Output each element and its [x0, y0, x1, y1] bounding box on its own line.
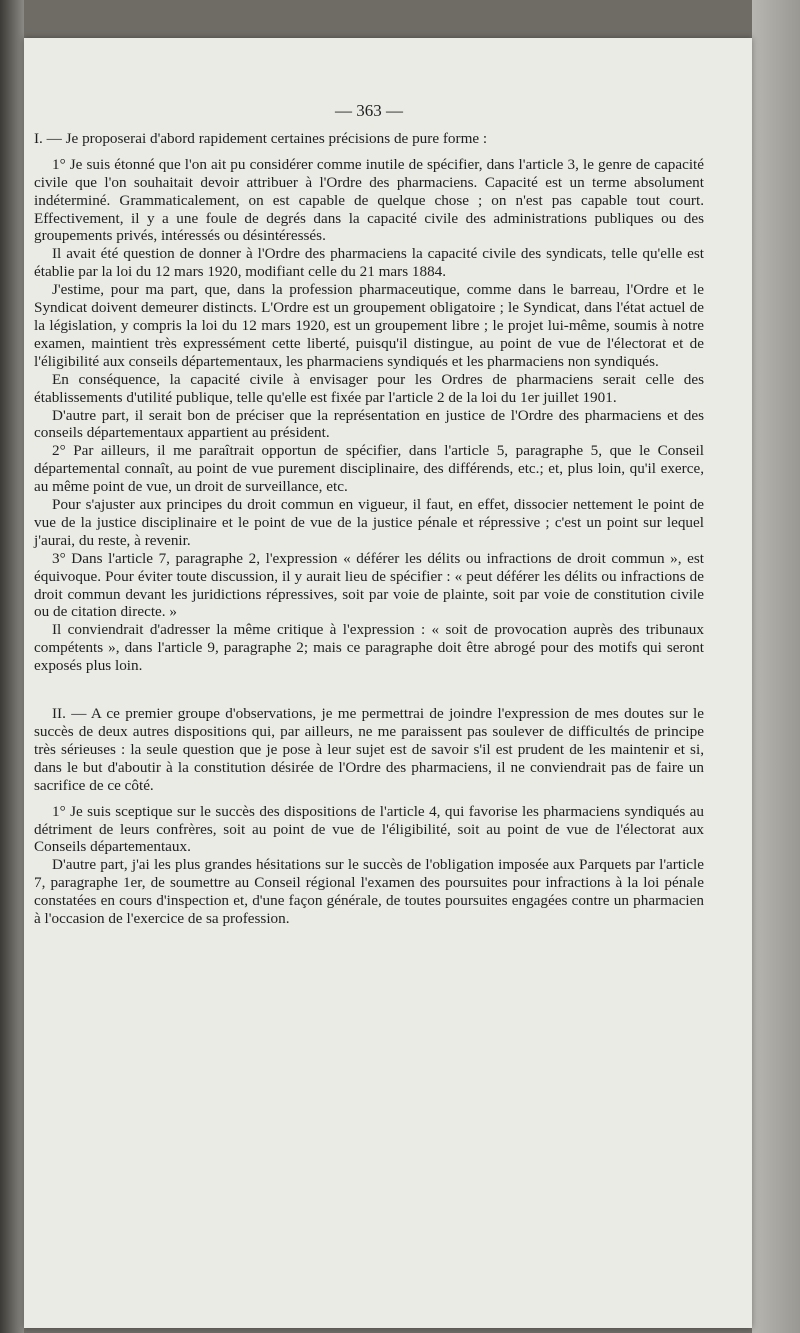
scan-right-edge [752, 0, 800, 1333]
paragraph-11: 1° Je suis sceptique sur le succès des dispositions de l'article 4, qui favorise les pharmaciens syndiqués au détriment de leurs confrères, soit au point de vue de l'éligibilité, soit au point de vue de l'électorat aux Conseils départementaux. [34, 802, 704, 856]
paragraph-9: Il conviendrait d'adresser la même critique à l'expression : « soit de provocation auprès des tribunaux compétents », dans l'article 9, paragraphe 2; mais ce paragraphe doit être abrogé pour des motifs qui seront exposés plus loin. [34, 621, 704, 675]
paragraph-6: 2° Par ailleurs, il me paraîtrait opportun de spécifier, dans l'article 5, paragraphe 5, que le Conseil départemental connaît, au point de vue purement disciplinaire, des différends, etc.; et, plus loin, qu'il exerce, au même point de vue, un droit de surveillance, etc. [34, 442, 704, 496]
paragraph-1: 1° Je suis étonné que l'on ait pu considérer comme inutile de spécifier, dans l'article 3, le genre de capacité civile que l'on souhaitait devoir attribuer à l'Ordre des pharmaciens. Capacité est un terme absolument indéterminé. Grammaticalement, on est capable de quelque chose ; on n'est pas capable tout court. Effectivement, il y a une foule de degrés dans la capacité civile des administrations publiques ou des groupements privés, intéressés ou désintéressés. [34, 155, 704, 245]
paragraph-3: J'estime, pour ma part, que, dans la profession pharmaceutique, comme dans le barreau, l'Ordre et le Syndicat doivent demeurer distincts. L'Ordre est un groupement obligatoire ; le Syndicat, dans l'état actuel de la législation, y compris la loi du 12 mars 1920, est un groupement libre ; le projet lui-même, soumis à notre examen, maintient très expressément cette liberté, puisqu'il distingue, au point de vue de l'électorat et de l'éligibilité aux conseils départementaux, les pharmaciens syndiqués et les pharmaciens non syndiqués. [34, 281, 704, 370]
scan-left-edge [0, 0, 24, 1333]
paragraph-2: Il avait été question de donner à l'Ordre des pharmaciens la capacité civile des syndicats, telle qu'elle est établie par la loi du 12 mars 1920, modifiant celle du 21 mars 1884. [34, 245, 704, 281]
paragraph-section-1-intro: I. — Je proposerai d'abord rapidement certaines précisions de pure forme : [34, 129, 488, 147]
paragraph-5: D'autre part, il serait bon de préciser que la représentation en justice de l'Ordre des pharmaciens et des conseils départementaux appartient au président. [34, 406, 704, 442]
paragraph-section-2: II. — A ce premier groupe d'observations, je me permettrai de joindre l'expression de mes doutes sur le succès de deux autres dispositions qui, par ailleurs, ne me paraissent pas soulever de difficultés de principe très sérieuses : la seule question que je pose à leur sujet est de savoir s'il est prudent de les maintenir et si, dans le but d'aboutir à la constitution désirée de l'Ordre des pharmaciens, il ne conviendrait pas de faire un sacrifice de ce côté. [34, 705, 704, 794]
paragraph-7: Pour s'ajuster aux principes du droit commun en vigueur, il faut, en effet, dissocier nettement le point de vue de la justice disciplinaire et le point de vue de la justice pénale et répressive ; c'est un point sur lequel j'aurai, du reste, à revenir. [34, 496, 704, 549]
page-number: — 363 — [335, 101, 403, 120]
paragraph-4: En conséquence, la capacité civile à envisager pour les Ordres de pharmaciens serait celle des établissements d'utilité publique, telle qu'elle est fixée par l'article 2 de la loi du 1er juillet 1901. [34, 370, 704, 406]
paragraph-12: D'autre part, j'ai les plus grandes hésitations sur le succès de l'obligation imposée aux Parquets par l'article 7, paragraphe 1er, de soumettre au Conseil régional l'examen des poursuites pour infractions à la loi pénale constatées en cours d'inspection et, d'une façon générale, de toutes poursuites engagées contre un pharmacien à l'occasion de l'exercice de sa profession. [34, 856, 704, 928]
page-content [34, 102, 704, 928]
paragraph-8: 3° Dans l'article 7, paragraphe 2, l'expression « déférer les délits ou infractions de droit commun », est équivoque. Pour éviter toute discussion, il y aurait lieu de spécifier : « peut déférer les délits ou infractions de droit commun devant les juridictions répressives, soit par voie de plainte, soit par voie de constitution civile ou de citation directe. » [34, 549, 704, 621]
